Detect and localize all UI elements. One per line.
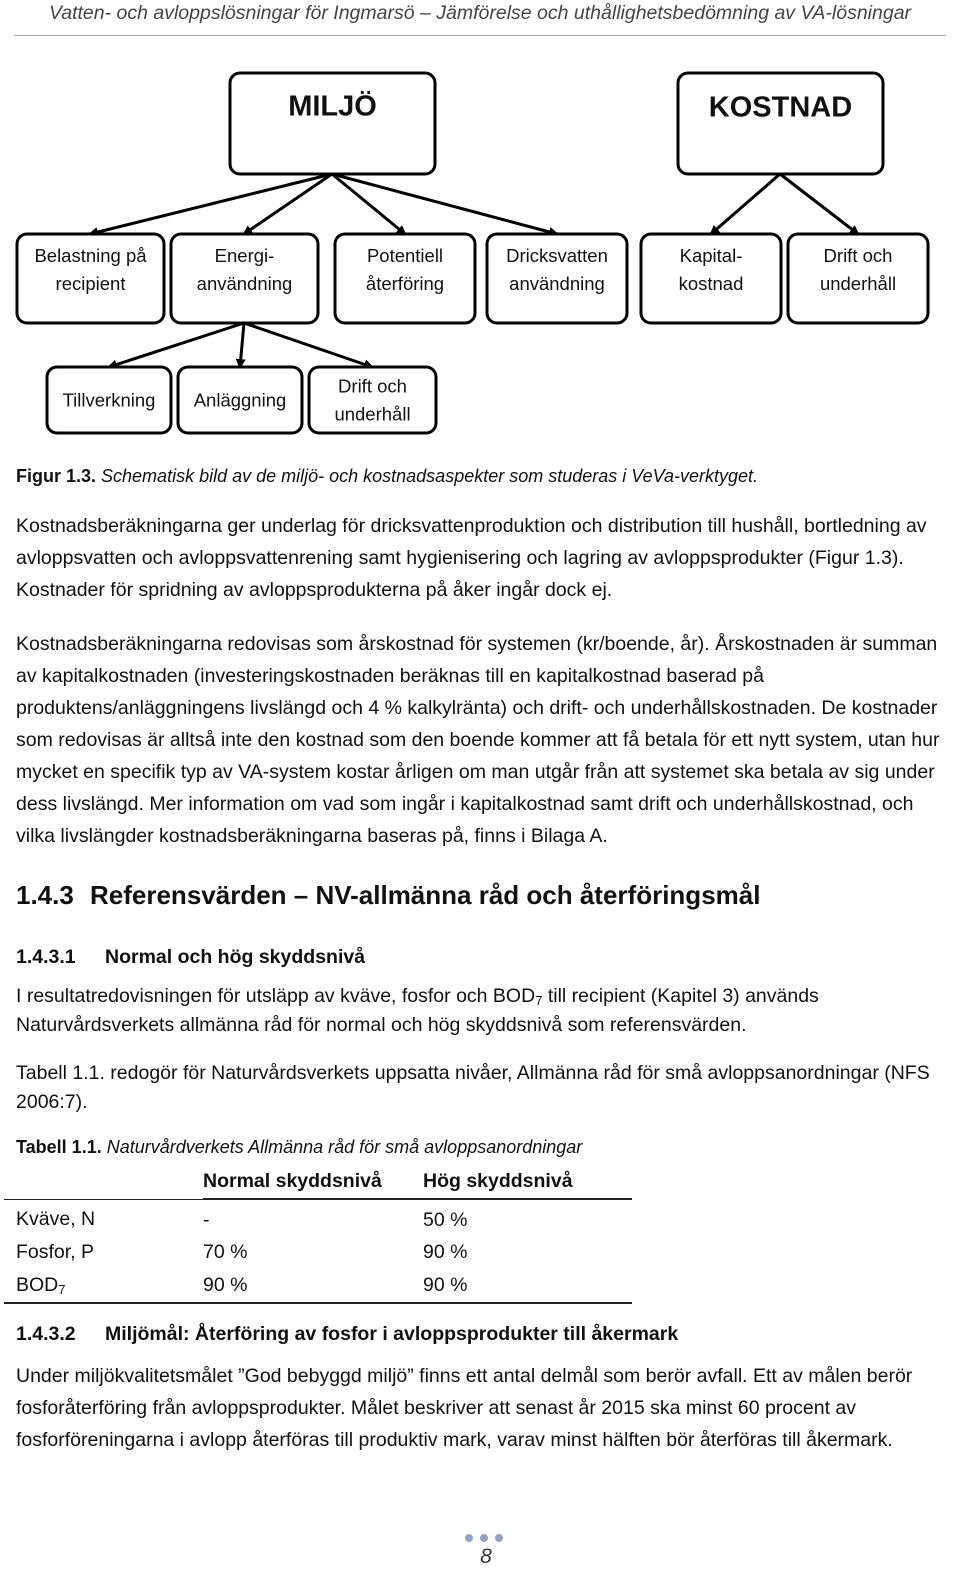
- table-header-cell: Hög skyddsnivå: [423, 1165, 632, 1199]
- arrow-kostnad-drift: [780, 174, 858, 234]
- node-label-anlaggning: Anläggning: [193, 389, 287, 411]
- table-cell-label: [4, 1268, 203, 1303]
- table-row: [4, 1236, 632, 1268]
- table-header-row: [4, 1165, 632, 1199]
- table-header-cell: [4, 1165, 203, 1199]
- node-label-energi: Energi-: [214, 245, 275, 267]
- subsection-title: Normal och hög skyddsnivå: [105, 946, 366, 968]
- section-title: Referensvärden – NV-allmänna råd och återföringsmål: [90, 880, 761, 910]
- aspects-diagram: [0, 40, 960, 450]
- table-cell-normal: 90 %: [203, 1268, 423, 1303]
- table-cell-hog: 50 %: [423, 1208, 468, 1231]
- paragraph-cost-basis: Kostnadsberäkningarna ger underlag för dricksvattenproduktion och distribution till hushåll, bortledning av avloppsvatten och avloppsvattenrening samt hygienisering och lagring av avloppsprodukter (Figur 1.3). Kostnader för spridning av avloppsprodukterna på åker ingår dock ej.: [16, 515, 927, 601]
- page-number: 8: [480, 1545, 492, 1568]
- table-cell-hog: 90 %: [423, 1240, 468, 1263]
- node-box-miljo: [230, 73, 435, 174]
- arrow-energi-tillverkning: [109, 323, 244, 367]
- figure-caption-text: Schematisk bild av de miljö- och kostnadsaspekter som studeras i VeVa-verktyget.: [101, 466, 758, 486]
- node-label-belastning: Belastning på: [34, 245, 147, 267]
- node-label-tillverkning: Tillverkning: [62, 389, 156, 411]
- dot: [465, 1534, 473, 1542]
- node-label-drift: Drift och: [823, 245, 893, 267]
- table-caption: [16, 1137, 582, 1158]
- dot: [480, 1534, 488, 1542]
- table-cell-label: [4, 1236, 203, 1268]
- node-label-potentiell: Potentiell: [366, 245, 444, 267]
- table-caption-lead: Tabell 1.1.: [16, 1137, 102, 1157]
- arrow-miljo-belastning: [90, 174, 332, 234]
- section-number: 1.4.3: [16, 880, 74, 910]
- node-label-dricksvatten: användning: [509, 272, 605, 294]
- table-header-cell: Normal skyddsnivå: [203, 1165, 423, 1199]
- paragraph-reference-values: [16, 982, 956, 1040]
- paragraph-annual-cost: Kostnadsberäkningarna redovisas som årskostnad för systemen (kr/boende, år). Årskostnaden är summan av kapitalkostnaden (investeringskostnaden beräknas till en kapitalkostnad baserad på produktens/anläggningens livslängd och 4 % kalkylränta) och drift- och underhållskostnaden. De kostnader som redovisas är alltså inte den kostnad som den boende kommer att få betala för ett nytt system, utan hur mycket en specifik typ av VA-system kostar årligen om man utgår från att systemet ska betala av sig under dess livslängd. Mer information om vad som ingår i kapitalkostnad samt drift och underhållskostnad, och vilka livslängder kostnadsberäkningarna baseras på, finns i Bilaga A.: [16, 633, 940, 847]
- dot: [495, 1534, 503, 1542]
- node-label-kapital: Kapital-: [679, 245, 743, 267]
- arrow-kostnad-kapital: [711, 174, 780, 234]
- node-label-belastning: recipient: [55, 272, 126, 294]
- arrow-energi-anlaggning: [240, 323, 244, 367]
- protection-level-table: [4, 1165, 632, 1304]
- table-cell-label: [4, 1199, 203, 1236]
- subsection-title: Miljömål: Återföring av fosfor i avloppsprodukter till åkermark: [105, 1323, 679, 1345]
- node-label-kapital: kostnad: [678, 272, 744, 294]
- header-rule: [14, 35, 946, 36]
- node-label-drift: underhåll: [819, 272, 897, 294]
- arrow-miljo-energi: [244, 174, 332, 234]
- subsection-number: 1.4.3.2: [16, 1323, 76, 1345]
- table-cell-normal: -: [203, 1208, 210, 1231]
- node-label-dricksvatten: Dricksvatten: [506, 245, 608, 267]
- paragraph-text-a: I resultatredovisningen för utsläpp av kväve, fosfor och BOD: [16, 985, 536, 1007]
- figure-caption-lead: Figur 1.3.: [16, 466, 97, 486]
- arrow-energi-drift: [244, 323, 372, 367]
- paragraph-environmental-goal: Under miljökvalitetsmålet ”God bebyggd miljö” finns ett antal delmål som berör avfall. Ett av målen berör fosforåterföring från avloppsprodukter. Målet beskriver att senast år 2015 ska minst 60 procent av fosforföreningarna i avlopp återföras till produktiv mark, varav minst hälften bör återföras till åkermark.: [16, 1365, 913, 1451]
- table-caption-text: Naturvårdverkets Allmänna råd för små avloppsanordningar: [106, 1137, 583, 1157]
- node-label-kostnad: KOSTNAD: [708, 91, 853, 124]
- node-label-drift2: Drift och: [338, 375, 407, 397]
- arrow-miljo-dricksvatten: [332, 174, 557, 234]
- figure-caption: [16, 466, 758, 487]
- subsection-heading-1-4-3-2: [16, 1323, 678, 1346]
- section-heading-1-4-3: [16, 880, 760, 911]
- paragraph-table-intro: Tabell 1.1. redogör för Naturvårdsverkets uppsatta nivåer, Allmänna råd för små avloppsanordningar (NFS 2006:7).: [16, 1062, 930, 1113]
- subsection-heading-1-4-3-1: [16, 946, 365, 969]
- bod-subscript: 7: [535, 993, 543, 1008]
- node-label-potentiell: återföring: [365, 272, 445, 294]
- running-header: Vatten- och avloppslösningar för Ingmarsö – Jämförelse och uthållighetsbedömning av VA-lösningar: [48, 2, 912, 24]
- table-row: [4, 1268, 632, 1303]
- node-label-drift2: underhåll: [334, 403, 411, 425]
- table-cell-normal: 70 %: [203, 1240, 248, 1263]
- row-label-subscript: 7: [58, 1281, 66, 1297]
- table-row: [4, 1199, 632, 1236]
- table-cell-hog: 90 %: [423, 1268, 632, 1303]
- row-label: Kväve, N: [16, 1208, 96, 1231]
- row-label: Fosfor, P: [16, 1240, 95, 1263]
- subsection-number: 1.4.3.1: [16, 946, 76, 968]
- node-label-energi: användning: [196, 272, 293, 294]
- paragraph-text-b: till recipient (Kapitel 3) används Naturvårdsverkets allmänna råd för normal och hög skyddsnivå som referensvärden.: [16, 985, 819, 1036]
- row-label: BOD: [16, 1273, 59, 1296]
- node-label-miljo: MILJÖ: [288, 90, 377, 123]
